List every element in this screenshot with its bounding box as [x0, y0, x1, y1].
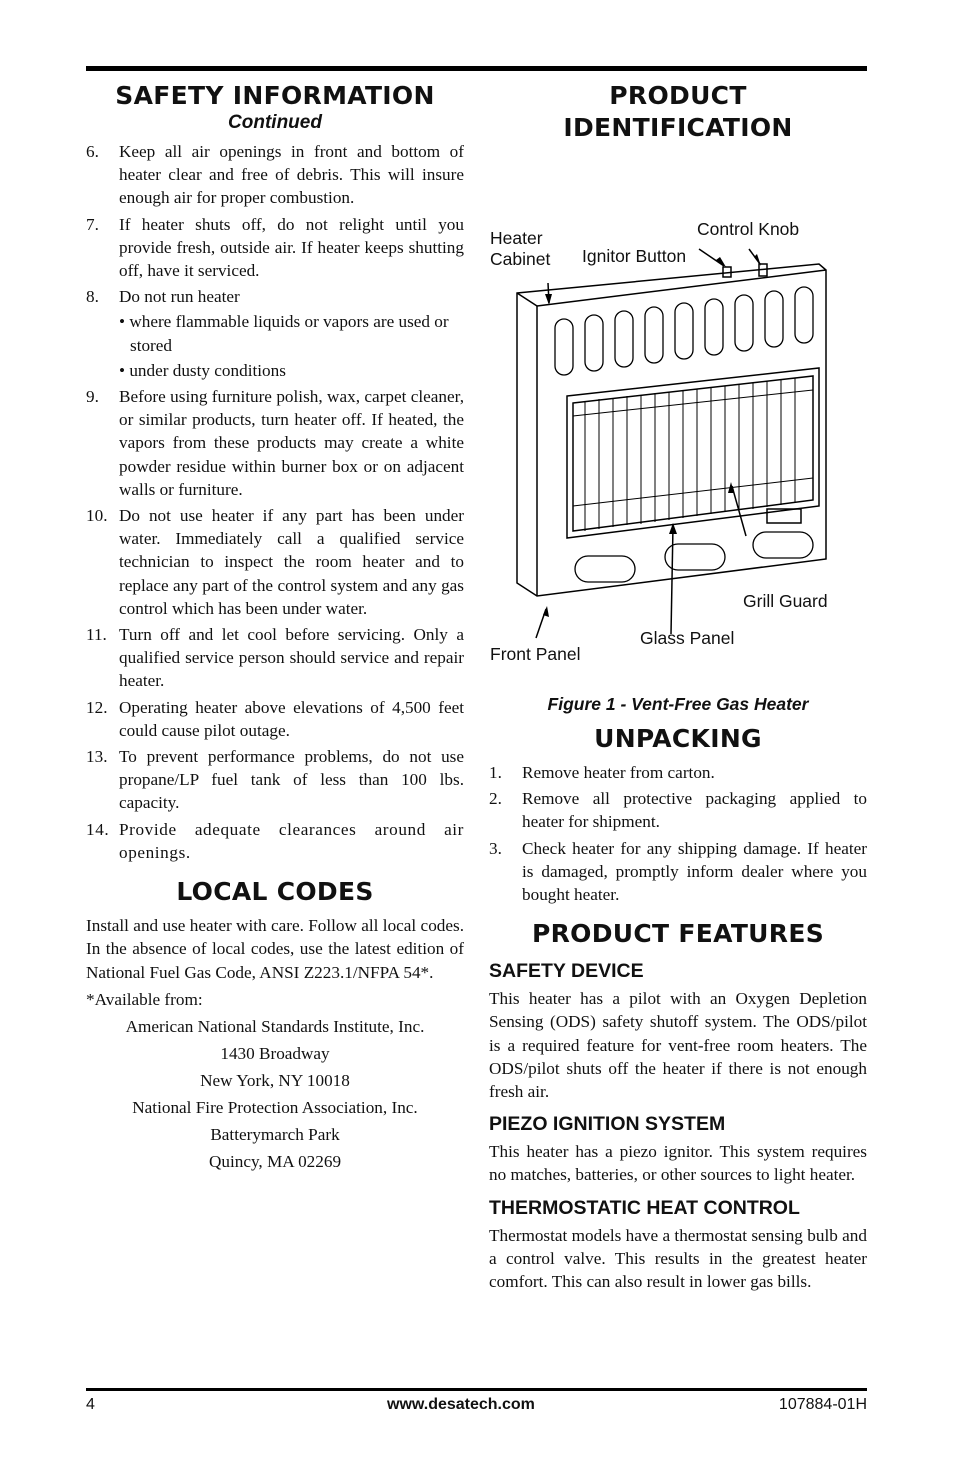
label-grill-guard: Grill Guard — [743, 591, 828, 611]
list-item: 14. Provide adequate clearances around air openings. — [86, 819, 464, 862]
figure-caption: Figure 1 - Vent-Free Gas Heater — [547, 694, 809, 714]
list-item: 6. Keep all air openings in front and bottom of heater clear and free of debris. This will insure enough air for proper combustion. — [86, 142, 464, 208]
address-line: 1430 Broadway — [220, 1043, 330, 1063]
list-item: 3. Check heater for any shipping damage. If heater is damaged, promptly inform dealer where you bought heater. — [489, 838, 867, 905]
right-column — [489, 80, 867, 1297]
address-line: American National Standards Institute, Inc. — [125, 1016, 425, 1036]
list-item: 9. Before using furniture polish, wax, carpet cleaner, or similar products, turn heater off. If heated, the vapors from these products may create a white powder residue within burner box or on adjacent walls or furniture. — [86, 387, 464, 499]
product-id-title-1: PRODUCT — [609, 81, 747, 110]
address-line: New York, NY 10018 — [200, 1070, 350, 1090]
label-control-knob: Control Knob — [697, 219, 800, 239]
heater-figure — [489, 146, 867, 664]
features-title: PRODUCT FEATURES — [531, 919, 825, 949]
list-item: 10. Do not use heater if any part has been under water. Immediately call a qualified service technician to inspect the room heater and to replace any part of the control system and any gas control which has been under water. — [86, 506, 464, 618]
label-glass-panel: Glass Panel — [640, 628, 735, 648]
heater-illustration — [489, 146, 867, 646]
safety-list-cont — [86, 385, 464, 864]
list-item: 11. Turn off and let cool before servicing. Only a qualified service person should service and repair heater. — [86, 625, 464, 691]
list-item: 7. If heater shuts off, do not relight until you provide fresh, outside air. If heater keeps shutting off, have it serviced. — [86, 214, 464, 281]
left-column — [86, 80, 464, 1175]
list-item: 13. To prevent performance problems, do not use propane/LP fuel tank of less than 100 lbs. capacity. — [86, 747, 464, 813]
unpacking-title: UNPACKING — [594, 724, 762, 753]
label-ignitor-button: Ignitor Button — [582, 246, 687, 266]
unpacking-list — [489, 761, 867, 906]
safety-device-heading: SAFETY DEVICE — [489, 960, 644, 983]
list-item: 8. Do not run heater — [86, 287, 240, 307]
address-block — [86, 1013, 464, 1175]
piezo-text: This heater has a piezo ignitor. This system requires no matches, batteries, or other sources to light heater. — [489, 1142, 867, 1185]
label-front-panel: Front Panel — [490, 644, 581, 664]
safety-title: SAFETY INFORMATION — [115, 81, 435, 110]
address-line: National Fire Protection Association, Inc. — [132, 1097, 418, 1117]
local-codes-body: Install and use heater with care. Follow all local codes. In the absence of local codes, use the latest edition of National Fuel Gas Code, ANSI Z223.1/NFPA 54*. — [86, 916, 464, 982]
product-id-title-2: IDENTIFICATION — [563, 113, 793, 142]
thermostat-text: Thermostat models have a thermostat sensing bulb and a control valve. This results in the greatest heater comfort. This can also result in lower gas bills. — [489, 1225, 867, 1292]
safety-device-text: This heater has a pilot with an Oxygen Depletion Sensing (ODS) safety shutoff system. The ODS/pilot is a required feature for vent-free room heaters. The ODS/pilot shuts off the heater if there is not enough fresh air. — [489, 989, 867, 1102]
item8-bullets — [86, 310, 464, 382]
address-line: Batterymarch Park — [210, 1124, 340, 1144]
footer-url[interactable]: www.desatech.com — [387, 1396, 535, 1413]
thermostat-heading: THERMOSTATIC HEAT CONTROL — [489, 1196, 800, 1219]
top-rule — [86, 66, 867, 71]
list-item: 1. Remove heater from carton. — [489, 763, 715, 782]
page-number: 4 — [86, 1396, 95, 1413]
local-codes-title: LOCAL CODES — [176, 877, 374, 907]
piezo-heading: PIEZO IGNITION SYSTEM — [489, 1113, 726, 1136]
bottom-rule — [86, 1388, 867, 1391]
available-from: *Available from: — [86, 989, 203, 1009]
list-item: 12. Operating heater above elevations of 4,500 feet could cause pilot outage. — [86, 697, 464, 740]
safety-subtitle: Continued — [228, 112, 322, 133]
safety-list — [86, 140, 464, 308]
address-line: Quincy, MA 02269 — [208, 1151, 342, 1171]
bullet-item: • where flammable liquids or vapors are used or stored — [119, 312, 449, 355]
bullet-item: • under dusty conditions — [119, 360, 286, 380]
document-number: 107884-01H — [778, 1396, 867, 1413]
label-heater-cabinet: Heater Cabinet — [490, 228, 551, 269]
list-item: 2. Remove all protective packaging applied to heater for shipment. — [489, 789, 867, 832]
